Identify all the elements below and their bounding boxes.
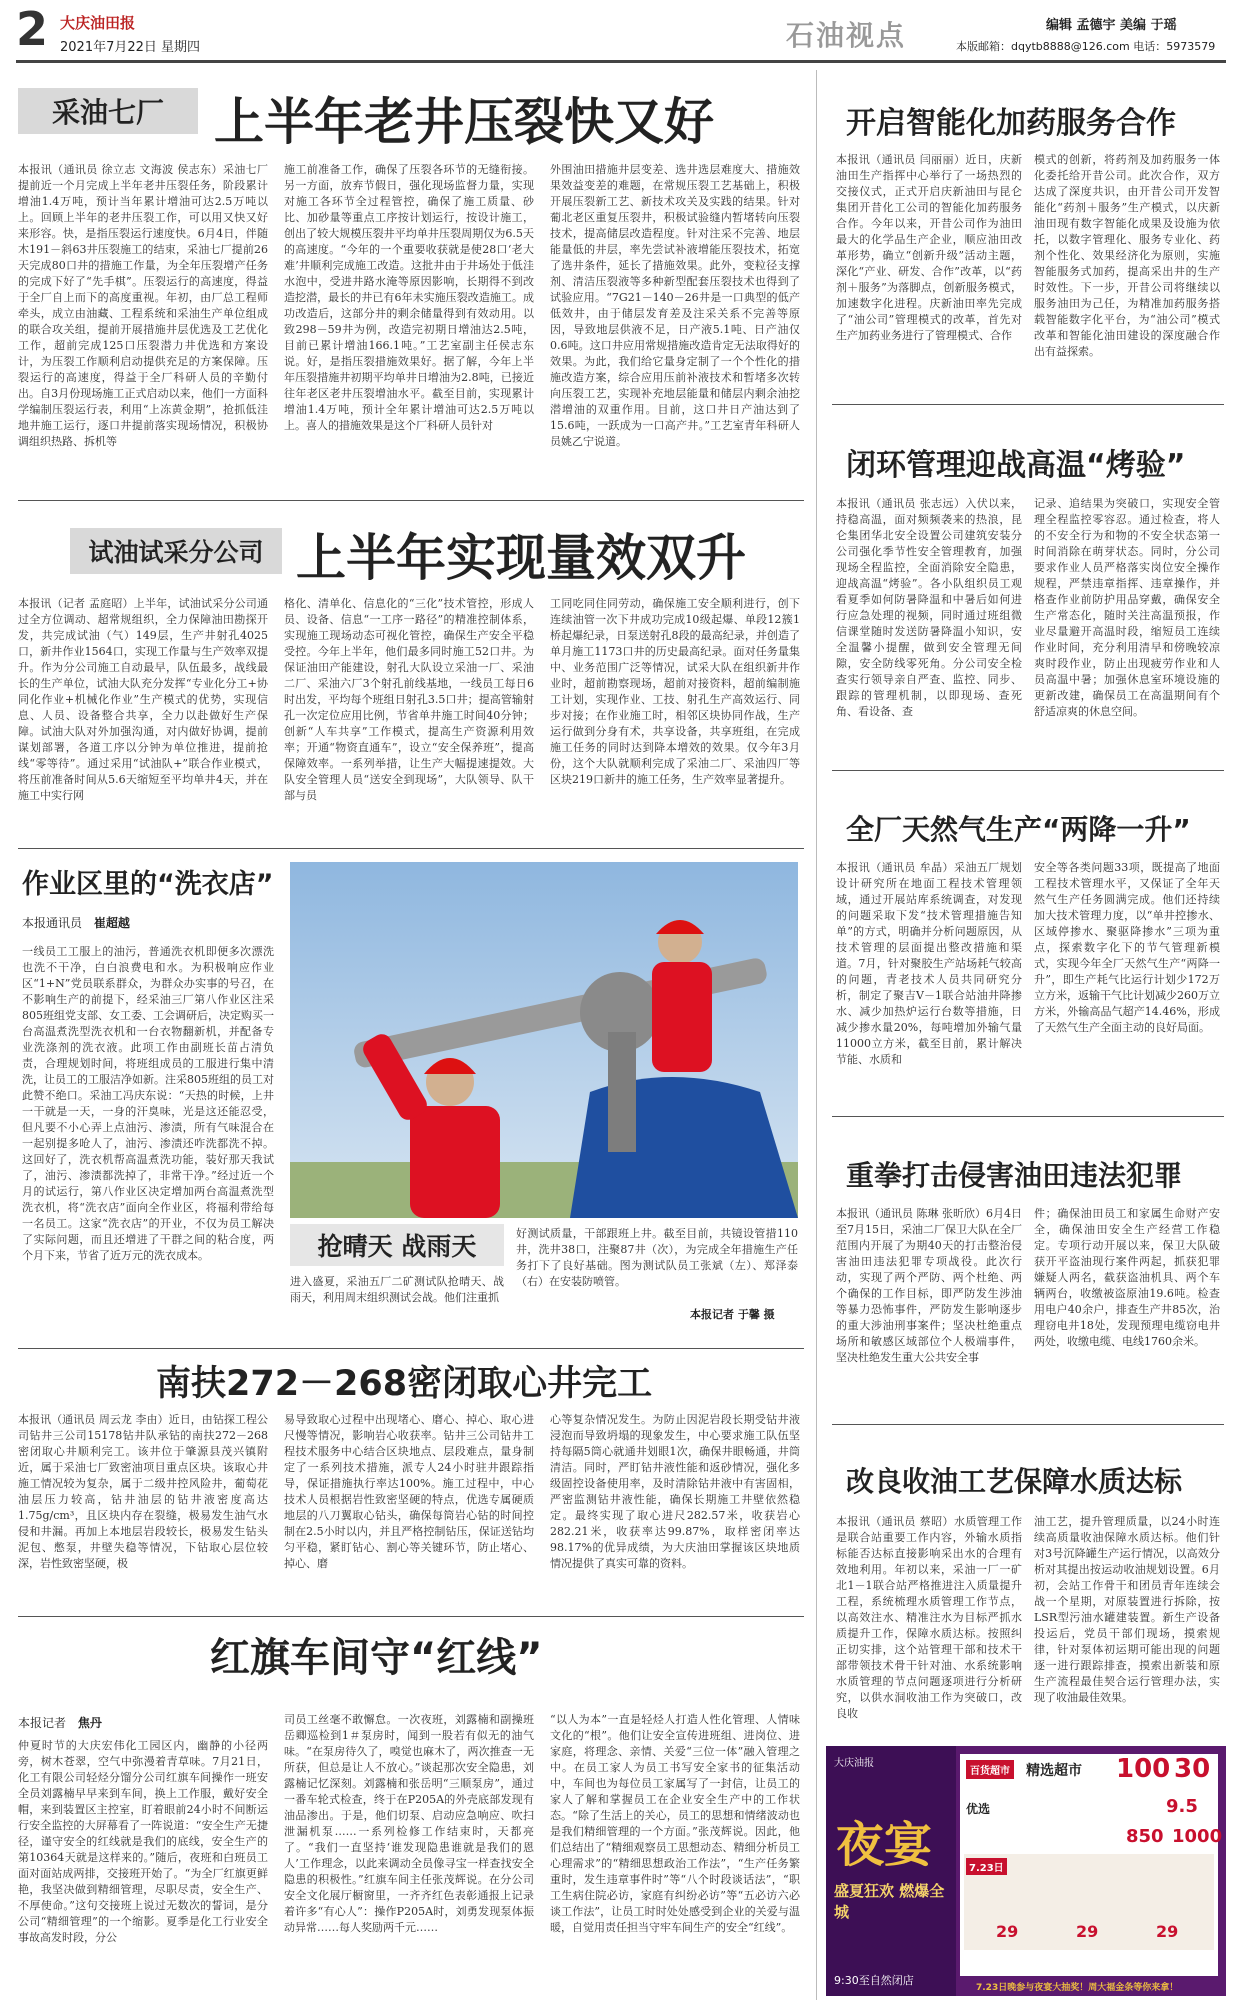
- photo-credit: 本报记者 于馨 摄: [690, 1308, 775, 1321]
- ad-amount5: 1000: [1172, 1826, 1223, 1847]
- workers-photo: [290, 862, 798, 1218]
- r3-headline: 全厂天然气生产“两降一升”: [846, 813, 1191, 846]
- r5-body-col1: 本报讯（通讯员 蔡昭）水质管理工作是联合站重要工作内容，外输水质指标能否达标直接影响采出水的合理有效地利用。年初以来，采油一厂一矿北1－1联合站严格推进注入质量提升工程，系统梳理水质管理工作节点，以高效注水、精准注水为目标严抓水质提升工作，保障水质达标。按照纠正切实排，这个站管理干部和技术干部带领技术骨干针对油、水系统影响水质管理的节点问题逐项进行分析研究，以供水洞收油工作为突破口，改良收: [836, 1515, 1022, 1720]
- a1-body-col3: 外围油田措施井层变差、选井选层难度大、措施效果效益变差的难题，在常规压裂工艺基础上，积极开展压裂新工艺、新技术攻关及实践的结果。针对葡北老区重复压裂井，积极试验缝内暂堵转向压裂技术，提高储层改造程度。针对注采不完善、地层能量低的井层，率先尝试补液增能压裂技术，拓宽了选井条件，延长了措施效果。此外，变粒径支撑剂、清洁压裂液等多种新型配套压裂技术也得到了试验应用。“7G21－140－26井是一口典型的低产低效井，由于储层发育差及注采关系不完善等原因，导致地层供液不足，日产液5.1吨、日产油仅0.6吨。这口井应用常规措施改造肯定无法取得好的效果。为此，我们给它量身定制了一个个性化的措施改造方案，综合应用压前补液技术和暂堵多次转向压裂工艺，实现补充地层能量和储层内剩余油挖潜增油的双重作用。目前，这口井日产油达到了15.6吨，一跃成为一口高产井。”工艺室青年科研人员姚乙宁说道。: [550, 163, 800, 448]
- a3-rule: [18, 1348, 804, 1349]
- a2-body-col1: 本报讯（记者 孟庭昭）上半年，试油试采分公司通过全方位调动、超常规组织，全力保障油田勘探开发，共完成试油（气）149层，生产井射孔4025口，新井作业1564口，实现工作量与生产效率双提升。作为分公司施工自动最早，队伍最多，战线最长的生产单位，试油大队充分发挥“专业化分工+协同化作业+机械化作业”生产模式的优势，实现信息、人员、设备整合共享，全力以赴做好生产保障。试油大队对外加强沟通，对内做好协调，提前谋划部署，各道工序以分钟为单位推进，提前抢线“零等待”。通过采用“试油队+”联合作业模式，将压前准备时间从5.6天缩短至平均单井4天，并在施工中实行网: [18, 597, 268, 802]
- r1-headline: 开启智能化加药服务合作: [846, 106, 1176, 141]
- ad-price2: 29: [1076, 1922, 1099, 1941]
- photo: [290, 862, 798, 1218]
- r3-body-col2: 安全等各类问题33项，既提高了地面工程技术管理水平，又保证了全年天然气生产任务圆满完成。他们还持续加大技术管理力度，以“单井控掺水、区域停掺水、聚驱降掺水”三项为重点，探索数字化下的节气管理新模式，实现今年全厂天然气生产“两降一升”，即生产耗气比运行计划少172万立方米，返输干气比计划减少260万立方米，外输高品气超产14.46%，形成了天然气生产全面主动的良好局面。: [1034, 861, 1220, 1034]
- a1-tag: 采油七厂: [18, 88, 198, 134]
- ad-amount3: 9.5: [1166, 1796, 1198, 1817]
- a3-byline: [22, 914, 130, 931]
- photo-title: 抢晴天 战雨天: [290, 1224, 504, 1266]
- section-name: 石油视点: [786, 19, 907, 52]
- editors: 编辑 孟德宇 美编 于瑶: [1046, 18, 1177, 33]
- a4-body-col3: 心等复杂情况发生。为防止因泥岩段长期受钻井液浸泡而导致坍塌的现象发生，中心要求施工队伍坚持每隔5筒心就通井划眼1次，确保井眼畅通，井筒清洁。同时，严盯钻井液性能和返砂情况，强化多级固控设备使用率，及时清除钻井液中有害固相，严密监测钻井液性能，确保长期施工井壁依然稳定。最终实现了取心进尺282.57米，收获岩心282.21米，收获率达99.87%，取样密闭率达98.17%的优异成绩，为大庆油田掌握该区块地质情况提供了真实可靠的资料。: [550, 1413, 800, 1570]
- a2-headline: 上半年实现量效双升: [296, 529, 746, 587]
- r4-body-col1: 本报讯（通讯员 陈琳 张昕欣）6月4日至7月15日，采油二厂保卫大队在全厂范围内开展了为期40天的打击整治侵害油田违法犯罪专项战役。此次行动，实现了两个严防、两个杜绝、两个确保的工作目标，即严防发生涉油等暴力恐怖事件，严防发生影响逐步的重大涉油刑事案件；坚决杜绝重点场所和敏感区域部位个人极端事件，坚决杜绝发生重大公共安全事: [836, 1207, 1022, 1364]
- a3-body: 一线员工工服上的油污，普通洗衣机即便多次漂洗也洗不干净，白白浪费电和水。为积极响应作业区“1+N”党员联系群众，为群众办实事的号召，在不影响生产的前提下，经采油三厂第八作业区注采805班组党支部、女工委、工会调研后，决定购买一台高温煮洗型洗衣机和一台衣物翻新机，并配备专业洗涤剂的洗衣液。此项工作由副班长苗占清负责，合理规划时间，将班组成员的工服进行集中清洗，让员工的工服洁净如新。注采805班组的员工对此赞不绝口。采油工冯庆东说：“天热的时候，上井一干就是一天，一身的汗臭味，光是这还能忍受，但凡要不小心弄上点油污、渗渍，所有气味混合在一起别提多呛人了，油污、渗渍还咋洗都洗不掉。这回好了，洗衣机帮高温煮洗功能，装好那天我试了，油污、渗渍都洗掉了，非常干净。”经过近一个月的试运行，第八作业区决定增加两台高温煮洗型洗衣机，将“洗衣店”面向全作业区，将福利带给每一名员工。这家“洗衣店”的开业，不仅为员工解决了实际问题，而且还增进了干群之间的粘合度，两个月下来，节省了近万元的洗衣成本。: [22, 945, 274, 1262]
- a3-byline-name: 崔超越: [93, 916, 130, 930]
- ad-time: 9:30至自然闭店: [834, 1974, 914, 1987]
- ad-subtitle: 盛夏狂欢 燃爆全城: [834, 1882, 945, 1921]
- ad-promo-line1: 优选: [966, 1802, 991, 1816]
- a1-rule: [18, 500, 804, 501]
- masthead-rule: [16, 60, 1226, 63]
- ad-tag-date: 7.23日: [966, 1858, 1007, 1875]
- ad-footer: 7.23日晚参与夜宴大抽奖！周大福金条等你来拿！: [976, 1983, 1179, 1993]
- r4-headline: 重拳打击侵害油田违法犯罪: [846, 1159, 1183, 1192]
- photo-caption-right: 好测试质量，干部跟班上井。截至目前，共镜设管措110井，洗井38口，注聚87井（次），为完成全年措施生产任务打下了良好基础。图为测试队员工张斌（左）、郑泽泰（右）在安装防喷管。: [516, 1227, 798, 1288]
- ad-price3: 29: [1156, 1922, 1179, 1941]
- masthead: [16, 2, 1226, 62]
- r2-rule: [832, 770, 1224, 771]
- a5-byline: [18, 1714, 102, 1731]
- ad-price1: 29: [996, 1922, 1019, 1941]
- a5-body-col1: 仲夏时节的大庆宏伟化工园区内，幽静的小径两旁，树木苍翠，空气中弥漫着青草味。7月21日，化工有限公司轻烃分馏分公司红旗车间操作一班安全员刘露楠早早来到车间，换上工作服，戴好安全帽，来到装置区主控室，盯着眼前24小时不间断运行安全监控的大屏幕看了一阵说道：“安全生产无捷径，谨守安全的红线就是我们的底线，安全生产的第10364天就是这样来的。”随后，夜班和白班员工面对面站成两排，交接班开始了。“为全厂红旗更鲜艳，我坚决做到精细管理，尽职尽责，安全生产、不厚使命。”这句交接班上说过无数次的誓词，是分公司“精细管理”的一个缩影。夏季是化工行业安全事故高发时段，分公: [18, 1739, 268, 1944]
- ad-promo-main: 精选超市: [1026, 1763, 1082, 1779]
- contact-info: 本版邮箱：dqytb8888@126.com 电话：5973579: [956, 40, 1216, 53]
- a4-body-col2: 易导致取心过程中出现堵心、磨心、掉心、取心进尺慢等情况，影响岩心收获率。钻井三公司钻井工程技术服务中心结合区块地点、层段难点，量身制定了一系列技术措施，派专人24小时驻井跟踪指导，保证措施执行率达100%。施工过程中，中心技术人员根据岩性致密坚硬的特点，优选专属硬质地层的八刀翼取心钻头，确保每筒岩心钻的时间控制在2.5小时以内，并且严格控制钻压，保证送钻均匀平稳，紧盯钻心、割心等关键环节，防止堵心、掉心、磨: [284, 1413, 534, 1570]
- r2-headline: 闭环管理迎战高温“烤验”: [846, 448, 1186, 483]
- r5-headline: 改良收油工艺保障水质达标: [846, 1465, 1183, 1498]
- a4-body-col1: 本报讯（通讯员 周云龙 李由）近日，由钻探工程公司钻井三公司15178钻井队承钻的南扶272－268密闭取心井顺利完工。该井位于肇源县茂兴镇附近，属于采油七厂致密油项目重点区块。该取心井施工情况较为复杂，属于二级井控风险井，葡萄花油层压力较高，钻井油层的钻井液密度高达1.75g/cm³，且区块内存在裂缝，极易发生油气水侵和井漏。再加上本地层岩段较长，极易发生钻头泥包、憋泵，井壁失稳等情况，下钻取心层位较深，岩性致密坚硬，极: [18, 1413, 268, 1570]
- r3-rule: [832, 1116, 1224, 1117]
- a5-byline-label: 本报记者: [18, 1716, 67, 1730]
- ad-paper-name: 大庆油报: [834, 1758, 874, 1769]
- a3-headline: 作业区里的“洗衣店”: [22, 869, 274, 900]
- a2-rule: [18, 848, 804, 849]
- a4-headline: 南扶272－268密闭取心井完工: [156, 1364, 653, 1404]
- photo-caption-left: 进入盛夏，采油五厂二矿测试队抢晴天、战雨天，利用周末组织测试会战。他们注重抓: [290, 1275, 504, 1304]
- r1-body-col2: 模式的创新，将药剂及加药服务一体化委托给开昔公司。此次合作，双方达成了深度共识，由开昔公司开发智能化“药剂＋服务”生产模式，以庆新油田现有数字智能化成果及设施为依托，以数字管理化、服务专业化、药剂个性化、效果经济化为原则，实施智能服务式加药，提高采出井的生产时效性。下一步，开昔公司将继续以服务油田为己任，为精准加药服务搭载智能数字化平台，为“油公司”模式改革和智能化油田建设的深度融合作出有益探索。: [1034, 153, 1220, 358]
- a2-tag: 试油试采分公司: [70, 528, 282, 574]
- r3-body-col1: 本报讯（通讯员 牟晶）采油五厂规划设计研究所在地面工程技术管理领域，通过开展站库系统调查，对发现的问题采取下发“技术管理措施告知单”的方式，明确并分析问题原因，从技术管理的层面提出整改措施和渠道。7月，针对聚胶生产站场耗气较高的问题，青老技术人员共同研究分析，制定了聚吉V－1联合站油井降掺水、减少加热炉运行台数等措施，日减少掺水量20%，每吨增加外输气量11000立方米，截至目前，累计解决节能、水质和: [836, 861, 1022, 1066]
- a5-byline-name: 焦丹: [77, 1716, 102, 1730]
- r1-body-col1: 本报讯（通讯员 闫丽丽）近日，庆新油田生产指挥中心举行了一场热烈的交接仪式，正式开启庆新油田与昆仑集团开昔化工公司的智能化加药服务合作。今年以来，开昔公司作为油田最大的化学品生产企业，顺应油田改革形势，确立“创新升级”活动主题，深化“产业、研发、合作”改革，以“药剂＋服务”为落脚点，创新服务模式，加速数字化进程。庆新油田率先完成了“油公司”管理模式的改革，首先对生产加药业务进行了管理模式、合作: [836, 153, 1022, 342]
- a1-headline: 上半年老井压裂快又好: [214, 93, 714, 151]
- ad-title: 夜宴: [836, 1817, 933, 1873]
- a5-headline: 红旗车间守“红线”: [210, 1635, 543, 1681]
- r4-rule: [832, 1424, 1224, 1425]
- a5-body-col2: 司员工丝毫不敢懈怠。一次夜班，刘露楠和副操班岳卿巡检到1＃泵房时，闻到一股若有似无的油气味。“在泵房待久了，嗅觉也麻木了，两次推查一无所获，但总是让人不放心。”谈起那次安全隐患，刘露楠记忆深刻。刘露楠和张岳明“三顺泵房”，通过一番车轮式检查，终于在P205A的外壳底部发现有油品渗出。于是，他们切泵、启动应急响应、吹扫泄漏机泵……一系列检修工作结束时，天都亮了。“我们一直坚持‘谁发现隐患谁就是我们的恩人’工作理念，以此来调动全员像寻宝一样查找安全隐患的积极性。”红旗车间主任张茂辉说。在分公司安全文化展厅橱窗里，一齐齐红色表彰通报上记录着许多“有心人”：操作P205A时，刘勇发现泵体振动异常……每人奖励两千元……: [284, 1713, 534, 1934]
- a2-body-col2: 格化、清单化、信息化的“三化”技术管控，形成人员、设备、信息“一工序一路径”的精准控制体系，实现施工现场动态可视化管控，确保生产安全平稳受控。今年上半年，他们最多同时施工52口井。为保证油田产能建设，射孔大队设立采油一厂、采油二厂、采油六厂3个射孔前线基地，一线员工每日6时出发，平均每个班组日射孔3.5口井；提高管输射孔一次定位应用比例，节省单井施工时间40分钟；创新“人车共享”工作模式，提高生产资源利用效率；开通“物资直通车”，设立“安全保养班”，提高保障效率。一系列举措，让生产大幅提速提效。大队安全管理人员“送安全到现场”，大队领导、队干部与员: [284, 597, 534, 802]
- advertisement[interactable]: [826, 1746, 1226, 1996]
- a1-body-col1: 本报讯（通讯员 徐立志 文海波 侯志东）采油七厂提前近一个月完成上半年老井压裂任务，阶段累计增油1.4万吨，预计当年累计增油可达2.5万吨以上。回顾上半年的老井压裂工作，可以用又快又好来形容。快，是指压裂运行速度快。6月4日，伴随木191－斜63井压裂施工的结束，采油七厂提前26天完成80口井的措施工作量，为全年压裂增产任务的完成下好了“先手棋”。压裂运行的高速度，得益于全厂自上而下的高度重视。年初，由厂总工程师牵头，成立由油藏、工程系统和采油生产单位组成的联合攻关组，提前开展措施井层优选及工艺优化工作，超前完成125口压裂潜力井优选和方案设计，为压裂工作顺利启动提供充足的方案保障。压裂运行的高速度，得益于全厂科研人员的辛勤付出。自3月份现场施工正式启动以来，他们一方面科学编制压裂运行表，利用“上冻黄金期”，抢抓低洼地井施工运行，逐口井提前落实现场情况，积极协调组织热路、拆机等: [18, 163, 268, 448]
- r2-body-col2: 记录、追结果为突破口，实现安全管理全程监控零容忍。通过检查，将人的不安全行为和物的不安全状态第一时间消除在萌芽状态。同时，分公司要求作业人员严格落实岗位安全操作规程，严禁违章指挥、违章操作，并格查作业前防护用品穿戴，确保安全生产常态化，随时关注高温预报，作业尽量避开高温时段，缩短员工连续作业时间，充分利用清早和傍晚较凉爽时段作业，防止出现疲劳作业和人员高温中暑；加强休息室环境设施的更新改建，确保员工在高温期间有个舒适凉爽的休息空间。: [1034, 497, 1220, 718]
- ad-big-amount2: 30: [1174, 1754, 1211, 1784]
- paper-name: 大庆油田报: [60, 14, 136, 32]
- a1-body-col2: 施工前准备工作，确保了压裂各环节的无缝衔接。另一方面，放弃节假日，强化现场监督力量，实现对施工各环节全过程管控，确保了施工质量、砂比、加砂量等重点工序按计划运行，按设计施工，创出了较大规模压裂井平均单井压裂周期仅为6.5天的高速度。“今年的一个重要收获就是使28口‘老大难’井顺利完成施工改造。这批井由于井场处于低洼水泡中，受进井路水淹等原因影响，长期得不到改造挖潜，最长的井已有6年未实施压裂改造施工。成功改造后，这部分井的剩余储量得到有效动用。以致298－59井为例，改造完初期日增油达2.5吨，目前已累计增油166.1吨。”工艺室副主任侯志东说。好，是指压裂措施效果好。据了解，今年上半年压裂措施井初期平均单井日增油为2.8吨，已接近往年老区老井压裂增油水平。截至目前，实现累计增油1.4万吨，预计全年累计增油可达2.5万吨以上。喜人的措施效果是这个厂科研人员针对: [284, 163, 534, 432]
- ad-amount4: 850: [1126, 1826, 1164, 1847]
- a3-byline-label: 本报通讯员: [22, 916, 83, 930]
- ad-store: 百货超市: [966, 1760, 1014, 1779]
- column-divider: [816, 70, 817, 2000]
- r2-body-col1: 本报讯（通讯员 张志远）入伏以来，持稳高温，面对频频袭来的热浪，昆仑集团华北安全设置公司建筑安装分公司强化季节性安全管理教育，加强现场全程监控，全面消除安全隐患，迎战高温“烤验”。各小队组织员工观看夏季如何防暑降温和中暑后如何进行应急处理的视频，同时通过班组微信课堂随时发送防暑降温小知识，安全温馨小提醒，做到安全管理无间隙，安全防线零死角。分公司安全检查实行领导亲自严查、监控、同步、跟踪的管理机制，以即现场、查死角、看设备、查: [836, 497, 1022, 718]
- issue-date: 2021年7月22日 星期四: [60, 40, 201, 55]
- ad-big-amount: 100: [1116, 1754, 1171, 1784]
- a4-rule: [18, 1616, 804, 1617]
- r5-body-col2: 油工艺，提升管理质量，以24小时连续高质量收油保障水质达标。他们针对3号沉降罐生产运行情况，以高效分析对其提出按运动收油规划设置。6月初，会站工作骨干和团员青年连续会战一个星期，对原装置进行拆除，按LSR型污油水罐建装置。新生产设备投运后，党员干部们现场，摸索规律，针对泵体初运期可能出现的问题逐一进行跟踪排查，摸索出新装和原生产流程最佳契合运行管理办法，实现了收油最佳效果。: [1034, 1515, 1220, 1704]
- a5-body-col3: “以人为本”一直是轻烃人打造人性化管理、人情味文化的“根”。他们让安全宣传进班组、进岗位、进家庭，将理念、亲情、关爱“三位一体”融入管理之中。在员工家人为员工书写安全家书的征集活动中，车间也为每位员工家属写了一封信，让员工的家人了解和掌握员工在企业安全生产中的工作状态。“除了生活上的关心，员工的思想和情绪波动也是我们精细管理的一个方面。”张茂辉说。因此，他们总结出了“精细观察员工思想动态、精细分析员工心理需求”的“精细思想政治工作法”，“生产任务繁重时，发生违章事件时”等“八个时段谈话法”，“职工生病住院必访，家庭有纠纷必访”等“五必访六必谈工作法”，让员工时时处处感受到企业的关爱与温暖，自觉用责任担当守牢车间生产的安全“红线”。: [550, 1713, 800, 1934]
- r1-rule: [832, 404, 1224, 405]
- page-number: 2: [16, 2, 49, 56]
- a2-body-col3: 工同吃同住同劳动，确保施工安全顺利进行，创下连续油管一次下井成功完成10级起爆、单段12簇1桥起爆纪录，日泵送射孔8段的最高纪录，并创造了单月施工1173口井的历史最高纪录。面对任务量集中、业务范围广泛等情况，试采大队在组织新井作业时，超前勘察现场，超前对接资料，超前编制施工计划，实现作业、工技、射孔生产高效运行、同步对接；在作业施工时，相邻区块协同作战，生产运行做到分身有术，共享设备，共享班组，在完成施工任务的同时达到降本增效的效果。仅今年3月份，这个大队就顺利完成了采油二厂、采油四厂等区块219口新井的施工任务，生产效率显著提升。: [550, 597, 800, 786]
- r4-body-col2: 件；确保油田员工和家属生命财产安全，确保油田安全生产经营工作稳定。专项行动开展以来，保卫大队破获开平盗油现行案件两起，抓获犯罪嫌疑人两名，截获盗油机具、两个车辆两台，收缴被盗原油19.6吨。检查用电户40余户，排查生产井85次，治理窃电井18处，发现预理电缆窃电井两处，收缴电缆、电线1760余米。: [1034, 1207, 1220, 1348]
